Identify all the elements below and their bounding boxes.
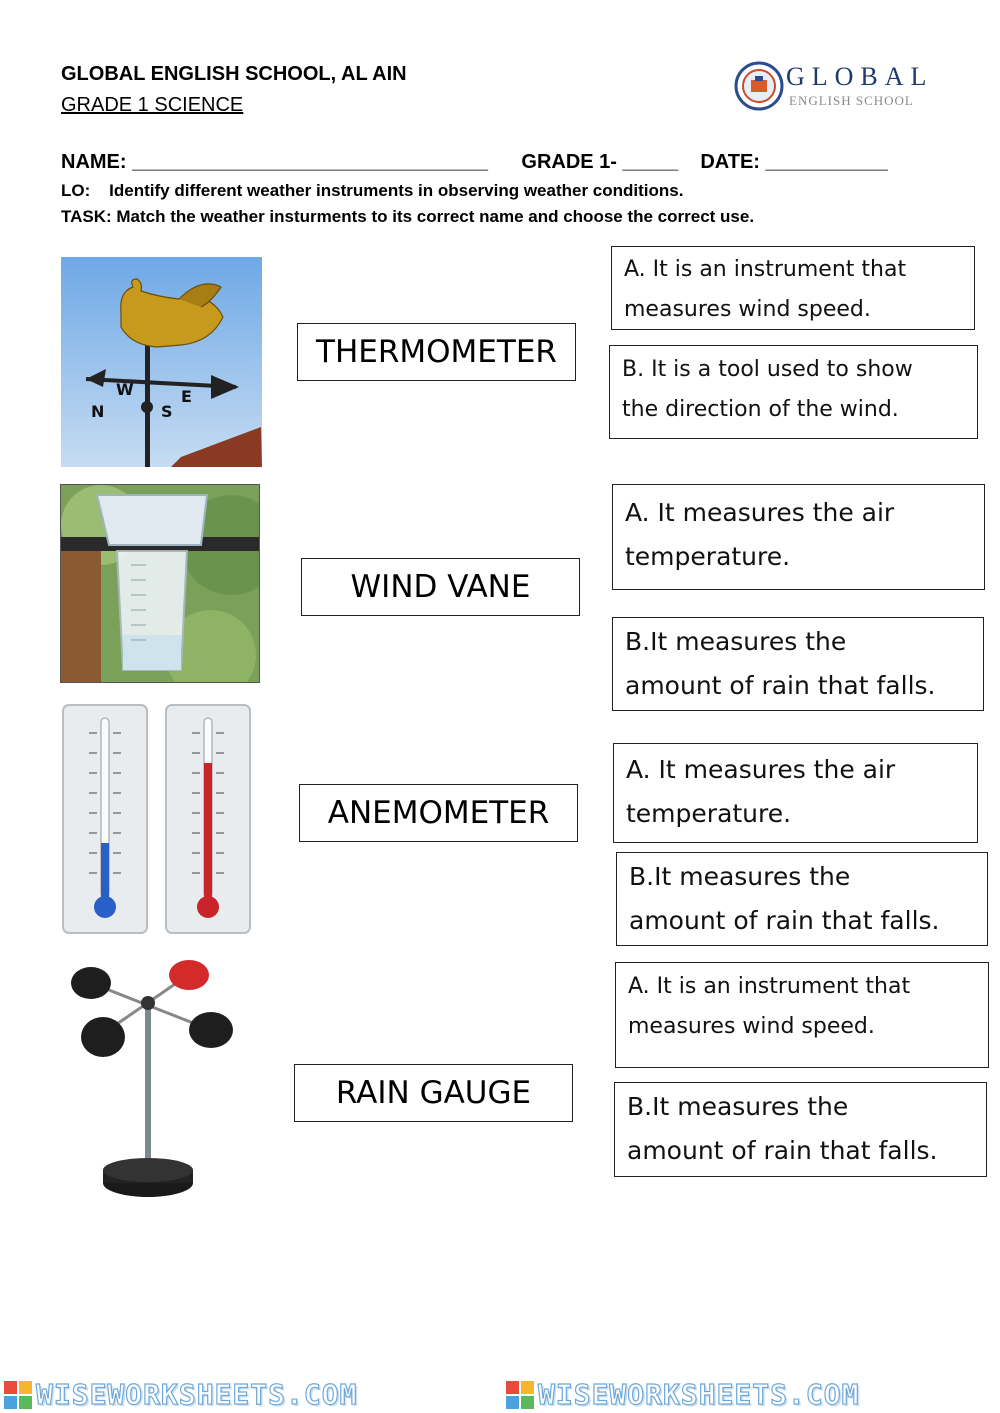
svg-text:N: N: [91, 402, 105, 421]
option-text-line: amount of rain that falls.: [629, 906, 940, 935]
option-text-line: A. It measures the air: [625, 498, 895, 527]
anemometer-picture: [61, 955, 246, 1210]
watermark-text-2: WISEWORKSHEETS.COM: [538, 1378, 860, 1411]
option-3-a[interactable]: [613, 743, 978, 843]
subject-title: GRADE 1 SCIENCE: [61, 94, 244, 116]
option-2-a[interactable]: [612, 484, 985, 590]
student-info-row[interactable]: NAME: ________________________________ GRADE 1- _____ DATE: ___________: [61, 151, 888, 173]
watermark-logo-icon: [4, 1381, 32, 1409]
thermometer-picture: [61, 703, 251, 935]
name-card-rain-gauge[interactable]: RAIN GAUGE: [294, 1064, 573, 1122]
logo-subtitle: ENGLISH SCHOOL: [789, 93, 914, 108]
option-text-line: amount of rain that falls.: [625, 671, 936, 700]
watermark-text-1: WISEWORKSHEETS.COM: [36, 1378, 358, 1411]
watermark-logo-icon: [506, 1381, 534, 1409]
option-text-line: B.It measures the: [629, 862, 851, 891]
option-4-b[interactable]: [614, 1082, 987, 1177]
option-3-b[interactable]: [616, 852, 988, 946]
svg-text:W: W: [116, 380, 134, 399]
name-card-thermometer[interactable]: THERMOMETER: [297, 323, 576, 381]
option-1-b[interactable]: [609, 345, 978, 439]
option-text-line: the direction of the wind.: [622, 397, 899, 422]
rain-gauge-picture: [60, 484, 260, 683]
option-1-a[interactable]: [611, 246, 975, 330]
option-text-line: amount of rain that falls.: [627, 1136, 938, 1165]
school-name: GLOBAL ENGLISH SCHOOL, AL AIN: [61, 63, 407, 85]
option-text-line: A. It is an instrument that: [624, 257, 907, 282]
option-text-line: B.It measures the: [625, 627, 847, 656]
option-text-line: measures wind speed.: [628, 1014, 875, 1039]
option-4-a[interactable]: [615, 962, 989, 1068]
learning-objective: LO: Identify different weather instruments in observing weather conditions.: [61, 181, 684, 200]
option-text-line: B.It measures the: [627, 1092, 849, 1121]
svg-text:E: E: [181, 387, 192, 406]
task-instruction: TASK: Match the weather insturments to its correct name and choose the correct use.: [61, 207, 755, 226]
option-2-b[interactable]: [612, 617, 984, 711]
name-card-anemometer[interactable]: ANEMOMETER: [299, 784, 578, 842]
svg-text:S: S: [161, 402, 173, 421]
option-text-line: B. It is a tool used to show: [622, 357, 913, 382]
option-text-line: temperature.: [626, 799, 792, 828]
name-card-wind-vane[interactable]: WIND VANE: [301, 558, 580, 616]
option-text-line: A. It measures the air: [626, 755, 896, 784]
weather-vane-picture: [61, 257, 262, 467]
option-text-line: A. It is an instrument that: [628, 974, 911, 999]
logo-wordmark: GLOBAL: [786, 62, 934, 91]
option-text-line: temperature.: [625, 542, 791, 571]
logo-seal-icon: [733, 60, 785, 112]
option-text-line: measures wind speed.: [624, 297, 871, 322]
